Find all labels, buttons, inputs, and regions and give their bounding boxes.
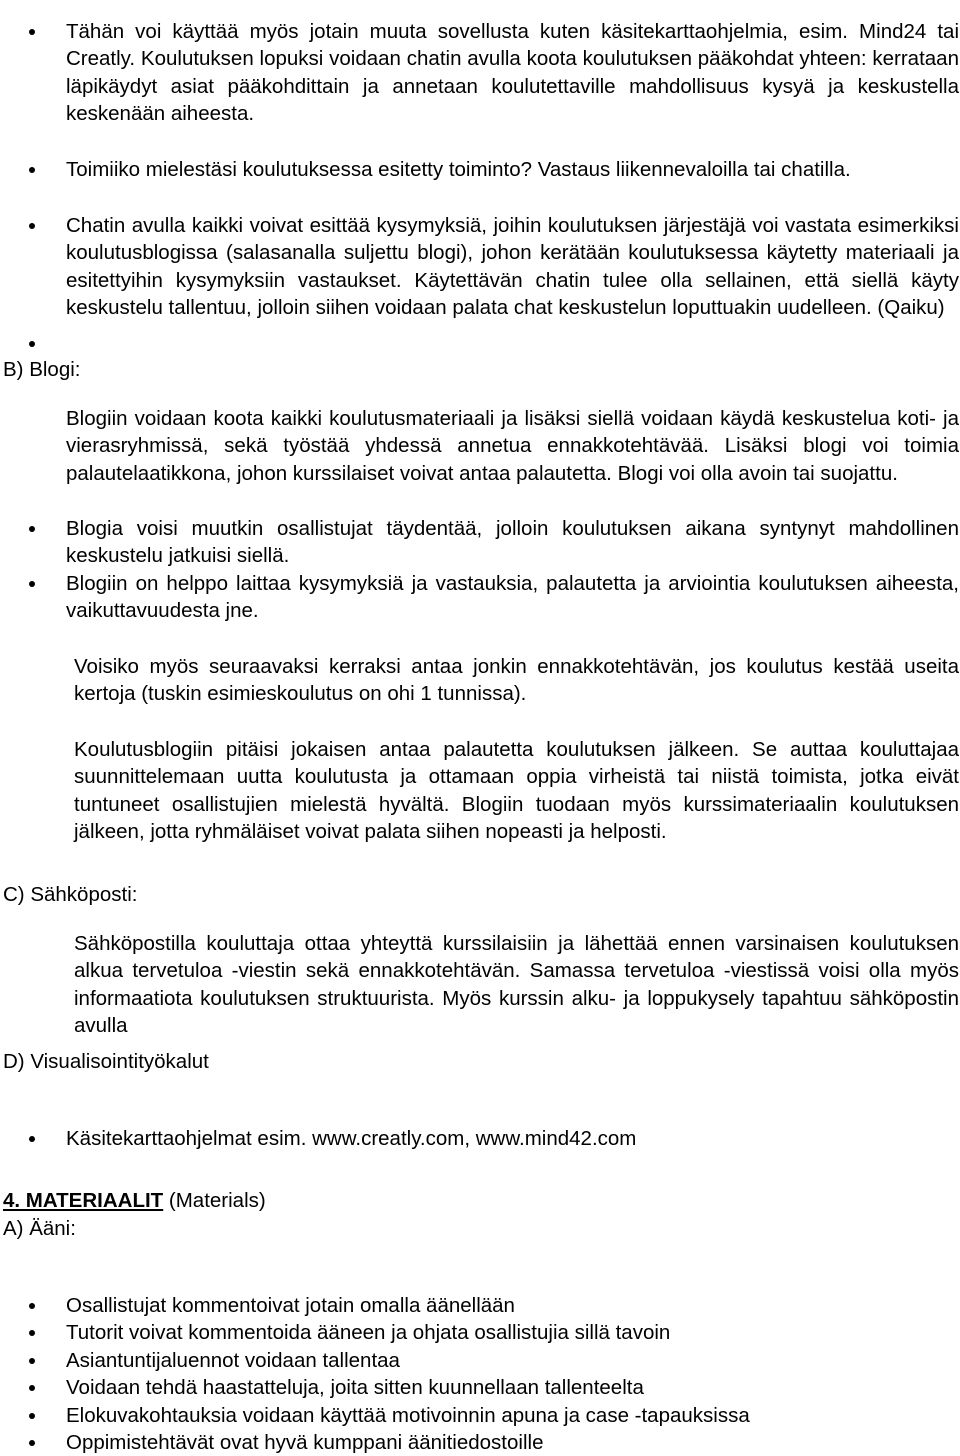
materials-title-rest: (Materials) (163, 1189, 266, 1212)
email-text: Sähköpostilla kouluttaja ottaa yhteyttä kurssilaisiin ja lähettää ennen varsinaisen koulutuksen alkua tervetuloa -viestin sekä ennakkotehtävän. Samassa tervetuloa -viestissä voisi olla myös informaatiota koulutuksen struktuurista. Myös kurssin alku- ja loppukysely tapahtuu sähköpostin avulla (74, 930, 959, 1040)
audio-bullet: Oppimistehtävät ovat hyvä kumppani äänitiedostoille (66, 1429, 959, 1456)
chat-bullet-1: Tähän voi käyttää myös jotain muuta sovellusta kuten käsitekarttaohjelmia, esim. Mind24 tai Creatly. Koulutuksen lopuksi voidaan chatin avulla koota koulutuksen pääkohdat yhteen: kerrataan läpikäydyt asiat pääkohdittain ja annetaan koulutettaville mahdollisuus kysyä ja keskustella keskenään aiheesta. (66, 18, 959, 128)
blog-bullet-2: Blogiin on helppo laittaa kysymyksiä ja vastauksia, palautetta ja arviointia koulutuksen aiheesta, vaikuttavuudesta jne. (66, 570, 959, 625)
blog-note-2: Koulutusblogiin pitäisi jokaisen antaa palautetta koulutuksen jälkeen. Se auttaa kouluttajaa suunnittelemaan uutta koulutusta ja ottamaan oppia virheistä tai niistä toimista, jotka eivät tuntuneet osallistujien mielestä hyvältä. Blogiin tuodaan myös kurssimateriaalin koulutuksen jälkeen, jotta ryhmäläiset voivat palata siihen nopeasti ja helposti. (74, 736, 959, 846)
blog-intro: Blogiin voidaan koota kaikki koulutusmateriaali ja lisäksi siellä voidaan käydä keskustelua koti- ja vierasryhmissä, sekä työstää yhdessä annetua ennakkotehtävää. Lisäksi blogi voi toimia palautelaatikkona, johon kurssilaiset voivat antaa palautetta. Blogi voi olla avoin tai suojattu. (66, 405, 959, 488)
audio-bullet: Elokuvakohtauksia voidaan käyttää motivoinnin apuna ja case -tapauksissa (66, 1402, 959, 1430)
audio-bullet: Voidaan tehdä haastatteluja, joita sitten kuunnellaan tallenteelta (66, 1374, 959, 1402)
visual-tools-bullet: Käsitekarttaohjelmat esim. www.creatly.com, www.mind42.com (66, 1125, 959, 1153)
visual-tools-heading: D) Visualisointityökalut (3, 1048, 209, 1076)
chat-bullet-3: Chatin avulla kaikki voivat esittää kysymyksiä, joihin koulutuksen järjestäjä voi vastata esimerkiksi koulutusblogissa (salasanalla suljettu blogi), johon kerätään koulutuksessa käytetty materiaali ja esitettyihin kysymyksiin vastaukset. Käytettävän chatin tulee olla sellainen, että siellä käyty keskustelu tallentuu, jolloin siihen voidaan palata chat keskustelun loputtuakin uudelleen. (Qaiku) (66, 212, 959, 322)
audio-heading: A) Ääni: (3, 1215, 76, 1243)
email-heading: C) Sähköposti: (3, 881, 137, 909)
blog-note-1: Voisiko myös seuraavaksi kerraksi antaa jonkin ennakkotehtävän, jos koulutus kestää useita kertoja (tuskin esimieskoulutus on ohi 1 tunnissa). (74, 653, 959, 708)
audio-bullet: Tutorit voivat kommentoida ääneen ja ohjata osallistujia sillä tavoin (66, 1319, 959, 1347)
audio-bullet: Asiantuntijaluennot voidaan tallentaa (66, 1347, 959, 1375)
materials-title-bold: 4. MATERIAALIT (3, 1189, 163, 1212)
blog-heading: B) Blogi: (3, 356, 80, 384)
audio-bullet: Osallistujat kommentoivat jotain omalla äänellään (66, 1292, 959, 1320)
blog-bullet-1: Blogia voisi muutkin osallistujat täydentää, jolloin koulutuksen aikana syntynyt mahdollinen keskustelu jatkuisi siellä. (66, 515, 959, 570)
materials-title (3, 1187, 266, 1215)
chat-bullet-2: Toimiiko mielestäsi koulutuksessa esitetty toiminto? Vastaus liikennevaloilla tai chatilla. (66, 156, 959, 184)
empty-bullet-dot (29, 341, 35, 347)
